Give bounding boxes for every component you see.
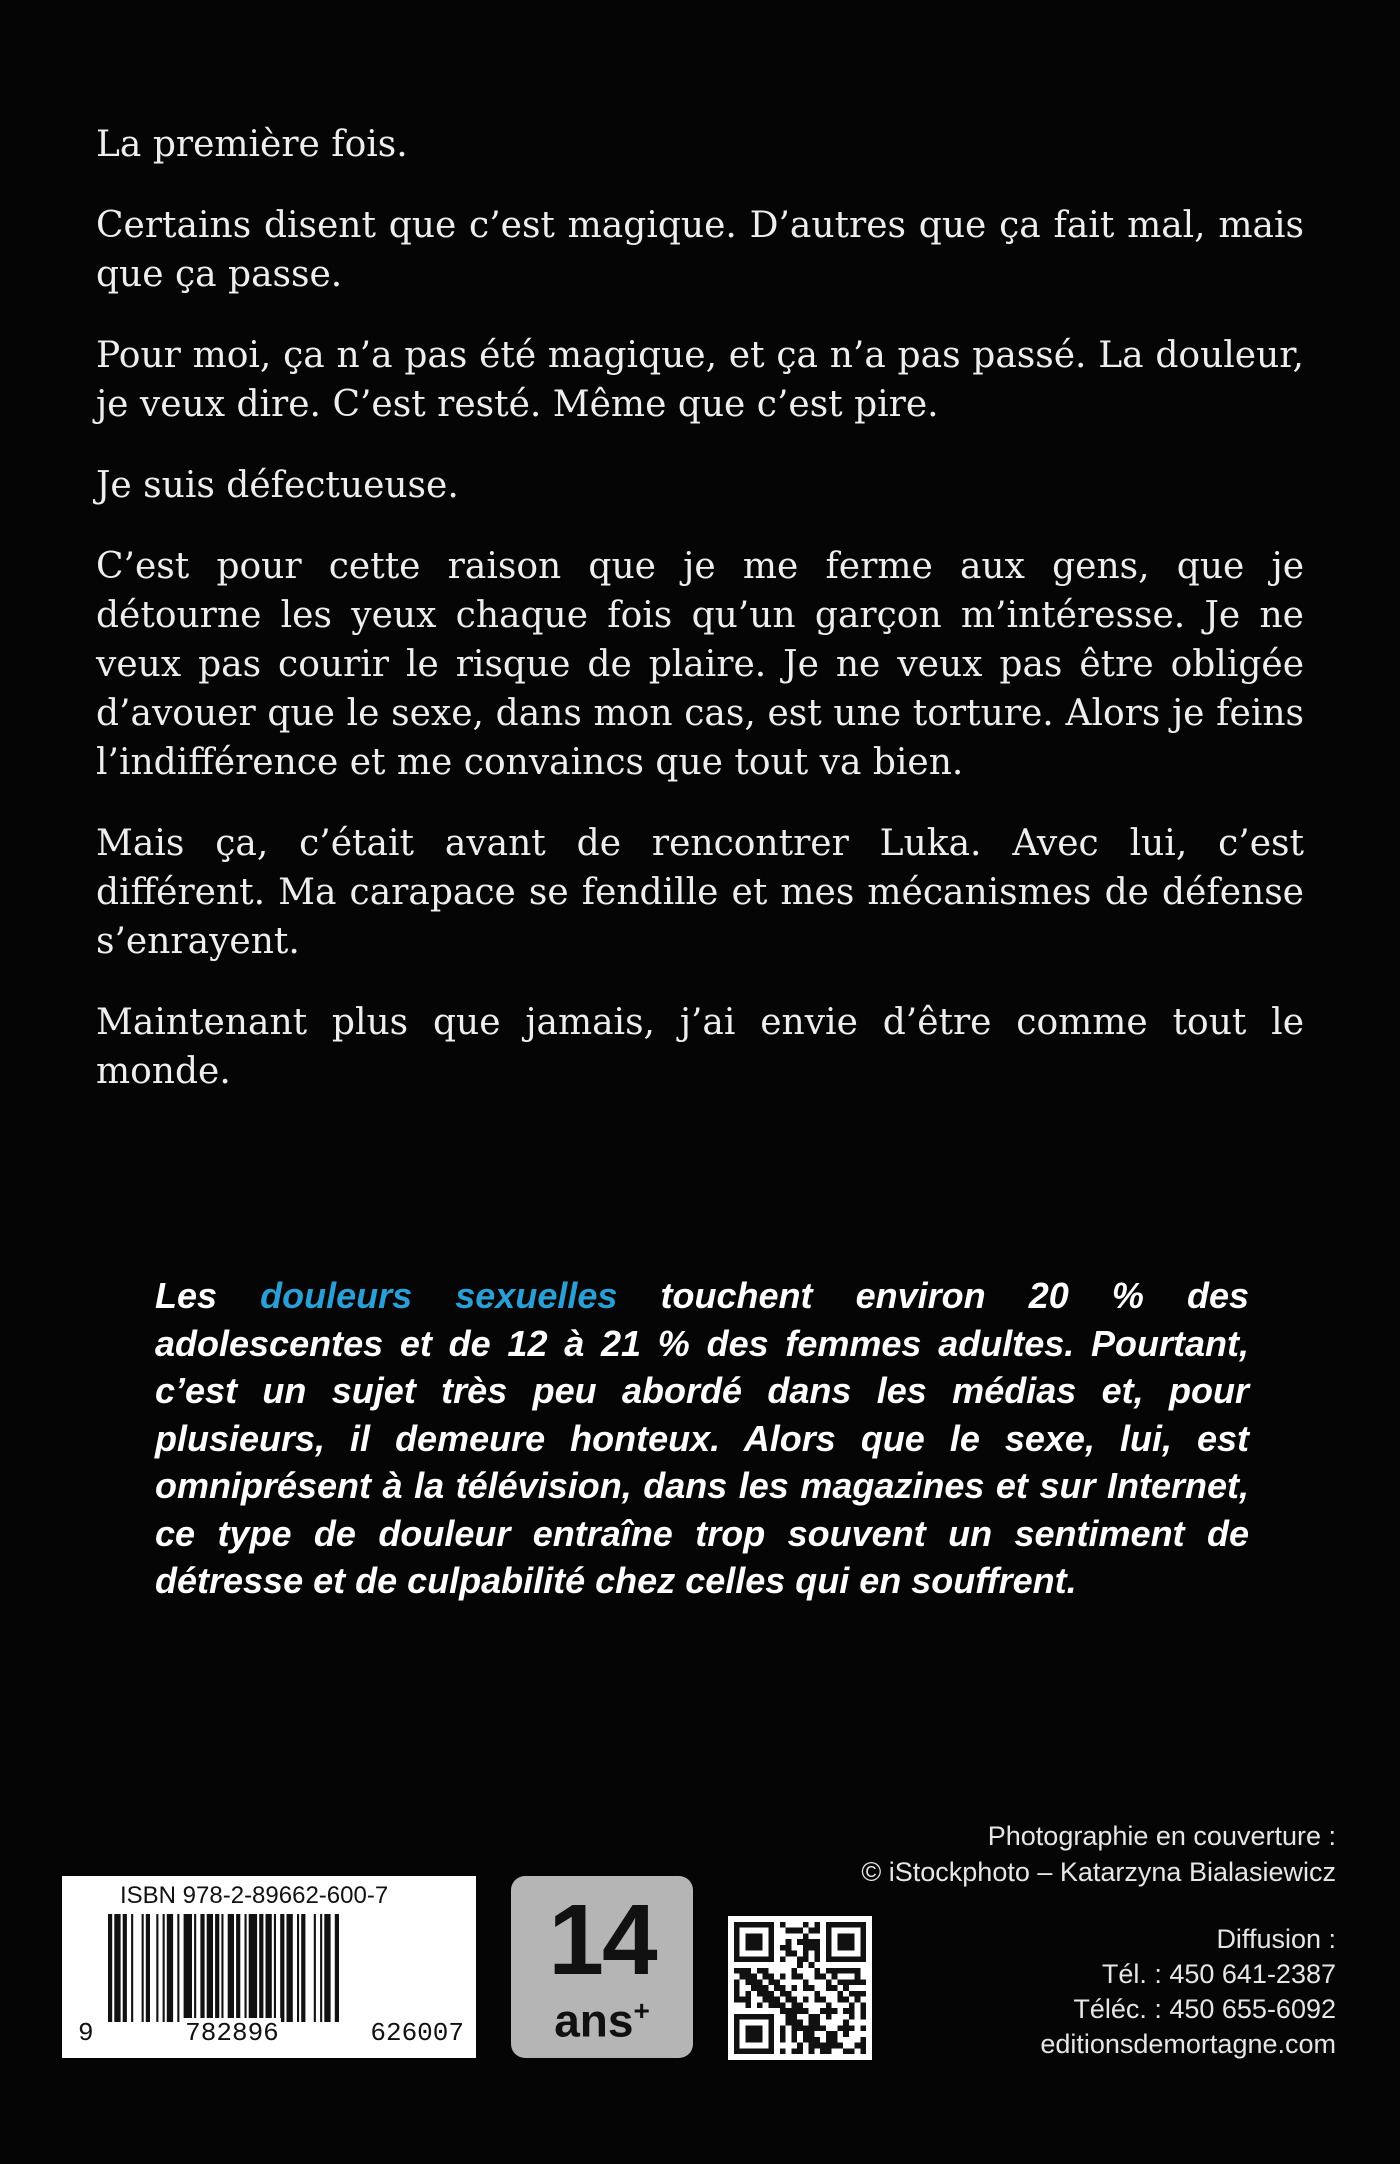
qr-module: [797, 1956, 803, 1962]
qr-module: [843, 2048, 849, 2054]
qr-module: [797, 2048, 803, 2054]
qr-module: [809, 2043, 815, 2049]
barcode-bar: [297, 1914, 299, 2022]
qr-module: [843, 2020, 849, 2026]
qr-module: [809, 2014, 815, 2020]
barcode-bar: [274, 1914, 276, 2022]
qr-module: [791, 1997, 797, 2003]
ean-right-group: 626007: [370, 2018, 464, 2048]
qr-module: [786, 2014, 792, 2020]
qr-module: [860, 1991, 866, 1997]
qr-module: [763, 1985, 769, 1991]
qr-module: [791, 2037, 797, 2043]
qr-module: [809, 1985, 815, 1991]
qr-module: [780, 1922, 786, 1928]
barcode-icon: [108, 1914, 438, 2022]
qr-module: [786, 1991, 792, 1997]
qr-module: [843, 1968, 849, 1974]
isbn-barcode: [62, 1876, 476, 2058]
qr-module: [820, 2008, 826, 2014]
qr-module: [849, 2048, 855, 2054]
isbn-label: ISBN 978-2-89662-600-7: [120, 1882, 389, 1909]
callout-text: touchent environ 20 % des adolescentes et de 12 à 21 % des femmes adultes. Pourtant, c’est un sujet très peu abordé dans les médias et, pour plusieurs, il demeure honteux. Alors que le sexe, lui, est omniprésent à la télévision, dans les magazines et sur Internet, ce type de douleur entraîne trop souvent un sentiment de détresse et de culpabilité chez celles qui en souffrent.: [155, 1275, 1249, 1601]
qr-module: [780, 2031, 786, 2037]
qr-module: [855, 1979, 861, 1985]
blurb-paragraph: Certains disent que c’est magique. D’autres que ça fait mal, mais que ça passe.: [96, 205, 1304, 295]
barcode-bar: [280, 1914, 284, 2022]
qr-module: [768, 1979, 774, 1985]
qr-module: [791, 2002, 797, 2008]
qr-module: [774, 1979, 780, 1985]
qr-module: [745, 2002, 751, 2008]
qr-module: [780, 2025, 786, 2031]
qr-module: [740, 1974, 746, 1980]
qr-module: [860, 2048, 866, 2054]
qr-module: [814, 2014, 820, 2020]
age-plus: +: [633, 1995, 650, 2026]
qr-module: [797, 1939, 803, 1945]
qr-module: [780, 1974, 786, 1980]
age-unit: ans: [554, 1994, 634, 2047]
qr-module: [814, 1974, 820, 1980]
qr-module: [786, 1928, 792, 1934]
barcode-bar: [177, 1914, 179, 2022]
qr-module: [820, 1974, 826, 1980]
qr-module: [826, 2043, 832, 2049]
qr-module: [791, 2025, 797, 2031]
phone-number: Tél. : 450 641-2387: [1101, 1959, 1336, 1989]
barcode-bar: [266, 1914, 272, 2022]
barcode-bar: [259, 1914, 263, 2022]
qr-module: [780, 2048, 786, 2054]
qr-module: [791, 2048, 797, 2054]
qr-module: [826, 2031, 832, 2037]
ean-left-group: 782896: [185, 2018, 279, 2048]
qr-module: [832, 1968, 838, 1974]
qr-module: [791, 2008, 797, 2014]
credits-line: © iStockphoto – Katarzyna Bialasiewicz: [861, 1857, 1336, 1887]
barcode-bar: [184, 1914, 192, 2022]
blurb-paragraph: Pour moi, ça n’a pas été magique, et ça n’a pas passé. La douleur, je veux dire. C’est resté. Même que c’est pire.: [96, 335, 1304, 425]
qr-module: [832, 2008, 838, 2014]
qr-module: [780, 1945, 786, 1951]
qr-module: [797, 2020, 803, 2026]
qr-module: [860, 1979, 866, 1985]
barcode-bar: [287, 1914, 293, 2022]
qr-module: [814, 2020, 820, 2026]
photo-credits: [861, 1818, 1336, 1890]
qr-module: [803, 1997, 809, 2003]
blurb-paragraph: C’est pour cette raison que je me ferme aux gens, que je détourne les yeux chaque fois qu’un garçon m’intéresse. Je ne veux pas courir le risque de plaire. Je ne veux pas être obligée d’avouer que le sexe, dans mon cas, est une torture. Alors je feins l’indifférence et me convaincs que tout va bien.: [96, 546, 1304, 783]
barcode-bar: [146, 1914, 150, 2022]
qr-module: [786, 2020, 792, 2026]
qr-module: [860, 2043, 866, 2049]
barcode-bar: [207, 1914, 213, 2022]
qr-module: [803, 1922, 809, 1928]
qr-module: [809, 1939, 815, 1945]
qr-module: [826, 1985, 832, 1991]
callout-highlight: douleurs sexuelles: [260, 1275, 618, 1316]
qr-module: [837, 1968, 843, 1974]
qr-module: [768, 1997, 774, 2003]
qr-module: [837, 1979, 843, 1985]
qr-module: [814, 1991, 820, 1997]
qr-module: [849, 1991, 855, 1997]
qr-module: [757, 2002, 763, 2008]
qr-module: [803, 1985, 809, 1991]
qr-module: [860, 2025, 866, 2031]
qr-module: [780, 1991, 786, 1997]
statistic-callout: [155, 1272, 1249, 1605]
qr-module: [855, 1991, 861, 1997]
qr-module: [855, 1997, 861, 2003]
qr-module: [826, 1979, 832, 1985]
barcode-bar: [236, 1914, 240, 2022]
barcode-bar: [163, 1914, 165, 2022]
qr-module: [809, 2025, 815, 2031]
qr-module: [860, 2002, 866, 2008]
qr-module: [803, 1956, 809, 1962]
qr-module: [780, 1985, 786, 1991]
qr-module: [740, 1968, 746, 1974]
qr-module: [855, 2043, 861, 2049]
qr-module: [814, 2037, 820, 2043]
barcode-bar: [324, 1914, 330, 2022]
qr-module: [734, 1985, 740, 1991]
blurb-paragraph: Mais ça, c’était avant de rencontrer Luka. Avec lui, c’est différent. Ma carapace se fendille et mes mécanismes de défense s’enrayent.: [96, 823, 1304, 962]
qr-module: [780, 2008, 786, 2014]
qr-module: [849, 2008, 855, 2014]
qr-module: [745, 1991, 751, 1997]
qr-module: [832, 2037, 838, 2043]
qr-module: [814, 1928, 820, 1934]
qr-module: [768, 2002, 774, 2008]
qr-module: [791, 2031, 797, 2037]
qr-module: [780, 2037, 786, 2043]
qr-module: [745, 1968, 751, 1974]
qr-module: [843, 2008, 849, 2014]
qr-module: [820, 2043, 826, 2049]
qr-module: [849, 2014, 855, 2020]
qr-module: [814, 2025, 820, 2031]
qr-module: [751, 1979, 757, 1985]
barcode-bar: [301, 1914, 305, 2022]
barcode-bar: [228, 1914, 234, 2022]
qr-module: [832, 1985, 838, 1991]
barcode-bar: [167, 1914, 173, 2022]
distribution-info: [1040, 1922, 1336, 2062]
qr-module: [843, 1979, 849, 1985]
age-number: 14: [548, 1884, 656, 1996]
barcode-bar: [142, 1914, 144, 2022]
qr-module: [786, 1939, 792, 1945]
qr-module: [826, 2037, 832, 2043]
qr-module: [803, 2008, 809, 2014]
qr-module: [774, 1997, 780, 2003]
barcode-bar: [156, 1914, 158, 2022]
barcode-bar: [114, 1914, 120, 2022]
barcode-bar: [249, 1914, 257, 2022]
qr-module: [763, 1991, 769, 1997]
qr-module: [820, 2048, 826, 2054]
qr-module: [826, 2048, 832, 2054]
age-rating-badge: [511, 1876, 693, 2058]
barcode-bar: [335, 1914, 339, 2022]
qr-module: [860, 2037, 866, 2043]
qr-module: [837, 2025, 843, 2031]
qr-module: [745, 1933, 762, 1950]
qr-module: [791, 1985, 797, 1991]
qr-module: [832, 1974, 838, 1980]
qr-code-icon: [728, 1916, 872, 2060]
qr-module: [734, 1968, 740, 1974]
qr-module: [757, 1991, 763, 1997]
qr-module: [803, 1939, 809, 1945]
qr-module: [786, 2008, 792, 2014]
qr-module: [843, 2025, 849, 2031]
qr-module: [745, 2025, 762, 2042]
qr-module: [768, 1974, 774, 1980]
qr-module: [814, 1997, 820, 2003]
qr-module: [860, 2008, 866, 2014]
qr-module: [797, 1974, 803, 1980]
qr-module: [797, 1928, 803, 1934]
qr-module: [809, 1962, 815, 1968]
fax-number: Téléc. : 450 655-6092: [1073, 1994, 1336, 2024]
qr-module: [797, 2008, 803, 2014]
barcode-bar: [320, 1914, 322, 2022]
qr-module: [791, 2020, 797, 2026]
qr-module: [791, 1928, 797, 1934]
qr-module: [745, 1979, 751, 1985]
barcode-bar: [194, 1914, 196, 2022]
qr-module: [745, 1997, 751, 2003]
qr-module: [814, 1939, 820, 1945]
qr-module: [791, 2014, 797, 2020]
barcode-bar: [108, 1914, 112, 2022]
qr-module: [837, 1997, 843, 2003]
qr-module: [797, 2002, 803, 2008]
qr-module: [768, 1991, 774, 1997]
qr-module: [757, 1985, 763, 1991]
qr-module: [797, 2043, 803, 2049]
qr-module: [826, 2014, 832, 2020]
qr-module: [786, 1951, 792, 1957]
qr-module: [809, 2031, 815, 2037]
qr-module: [803, 1951, 809, 1957]
website: editionsdemortagne.com: [1040, 2029, 1336, 2059]
qr-module: [849, 2002, 855, 2008]
back-cover-blurb: [96, 120, 1304, 1128]
qr-module: [803, 1933, 809, 1939]
qr-module: [809, 1945, 815, 1951]
blurb-paragraph: La première fois.: [96, 124, 408, 165]
diffusion-title: Diffusion :: [1216, 1924, 1336, 1954]
qr-module: [791, 1968, 797, 1974]
qr-module: [803, 2031, 809, 2037]
credits-line: Photographie en couverture :: [987, 1821, 1336, 1851]
qr-module: [757, 1968, 763, 1974]
qr-module: [763, 1974, 769, 1980]
qr-module: [803, 1945, 809, 1951]
qr-module: [757, 1979, 763, 1985]
qr-module: [774, 2002, 780, 2008]
qr-module: [837, 1991, 843, 1997]
ean-digits: [76, 2018, 466, 2048]
qr-module: [832, 2031, 838, 2037]
ean-first-digit: 9: [78, 2018, 94, 2048]
qr-module: [814, 1922, 820, 1928]
barcode-bar: [215, 1914, 219, 2022]
qr-module: [820, 2025, 826, 2031]
qr-module: [820, 1997, 826, 2003]
qr-module: [860, 2014, 866, 2020]
qr-module: [843, 1985, 849, 1991]
qr-module: [826, 2002, 832, 2008]
qr-module: [797, 2025, 803, 2031]
qr-module: [751, 1985, 757, 1991]
qr-module: [843, 1997, 849, 2003]
qr-module: [849, 2025, 855, 2031]
qr-module: [791, 1951, 797, 1957]
qr-module: [786, 1945, 792, 1951]
qr-module: [809, 2020, 815, 2026]
qr-module: [734, 1997, 740, 2003]
qr-module: [814, 1951, 820, 1957]
qr-module: [814, 1956, 820, 1962]
qr-module: [803, 2037, 809, 2043]
barcode-bar: [314, 1914, 316, 2022]
qr-module: [797, 1962, 803, 1968]
barcode-bar: [131, 1914, 133, 2022]
qr-module: [826, 2008, 832, 2014]
qr-module: [740, 1997, 746, 2003]
qr-module: [763, 1997, 769, 2003]
barcode-bar: [245, 1914, 247, 2022]
qr-module: [837, 2043, 843, 2049]
qr-module: [780, 1956, 786, 1962]
barcode-bar: [123, 1914, 127, 2022]
qr-module: [855, 1974, 861, 1980]
qr-module: [786, 1997, 792, 2003]
barcode-bar: [200, 1914, 204, 2022]
qr-module: [826, 1968, 832, 1974]
qr-module: [791, 1974, 797, 1980]
blurb-paragraph: Maintenant plus que jamais, j’ai envie d’être comme tout le monde.: [96, 1002, 1304, 1092]
blurb-paragraph: Je suis défectueuse.: [96, 465, 459, 506]
qr-module: [809, 2037, 815, 2043]
qr-module: [809, 1928, 815, 1934]
qr-module: [814, 2043, 820, 2049]
qr-module: [780, 2002, 786, 2008]
qr-module: [751, 1974, 757, 1980]
qr-module: [814, 1945, 820, 1951]
qr-module: [734, 1991, 740, 1997]
qr-module: [832, 2043, 838, 2049]
qr-module: [763, 1968, 769, 1974]
qr-module: [814, 1968, 820, 1974]
qr-module: [774, 1985, 780, 1991]
qr-module: [803, 2025, 809, 2031]
qr-module: [803, 1979, 809, 1985]
qr-module: [734, 1979, 740, 1985]
callout-lead: Les: [155, 1275, 261, 1316]
barcode-bar: [221, 1914, 223, 2022]
qr-module: [849, 1968, 855, 1974]
qr-module: [809, 2048, 815, 2054]
qr-module: [837, 1933, 854, 1950]
qr-module: [745, 1974, 751, 1980]
qr-module: [849, 1979, 855, 1985]
qr-module: [843, 2031, 849, 2037]
qr-module: [855, 1968, 861, 1974]
age-unit-wrapper: [511, 1986, 693, 2045]
